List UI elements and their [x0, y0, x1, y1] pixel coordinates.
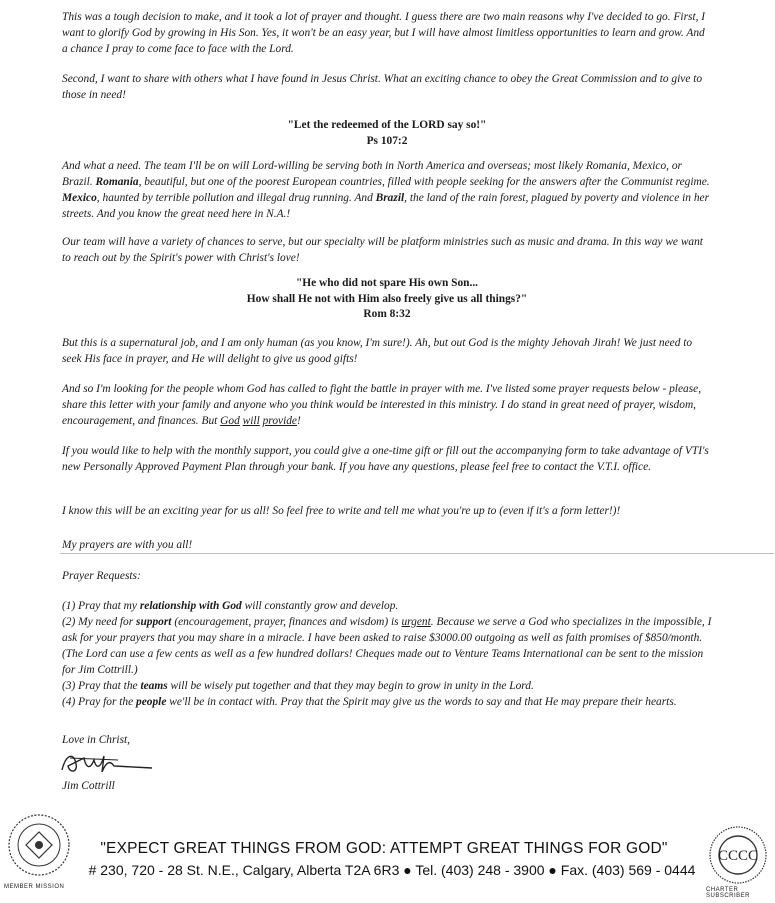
request-4-bold: people	[136, 696, 167, 708]
request-1-bold: relationship with God	[139, 600, 242, 612]
verse-romans-line1: "He who did not spare His own Son...	[295, 277, 479, 289]
paragraph-great-commission: Second, I want to share with others what I have found in Jesus Christ. What an exciting chance to obey the Great Commission and to give to those in need!	[62, 73, 703, 101]
paragraph-need	[62, 158, 712, 222]
request-4	[62, 694, 712, 710]
verse-psalm-text: "Let the redeemed of the LORD say so!"	[287, 119, 487, 131]
signer-name: Jim Cottrill	[62, 780, 115, 792]
paragraph-support: If you would like to help with the monthly support, you could give a one-time gift or fill out the accompanying form to take advantage of VTI's new Personally Approved Payment Plan through your bank. If you have any questions, please feel free to contact the V.T.I. office.	[62, 445, 709, 473]
verse-psalm-ref: Ps 107:2	[366, 134, 408, 147]
paragraph-need-part: And what a need. The team I'll be on will Lord-willing be serving both in North America and overseas; most likely Romania, Mexico, or Brazil.	[62, 160, 682, 188]
prayer-requests-heading: Prayer Requests:	[62, 570, 141, 582]
footer-motto: "EXPECT GREAT THINGS FROM GOD: ATTEMPT GREAT THINGS FOR GOD"	[100, 840, 668, 857]
verse-romans-ref: Rom 8:32	[363, 308, 411, 320]
request-3	[62, 678, 712, 694]
paragraph-supernatural: But this is a supernatural job, and I am only human (as you know, I'm sure!). Ah, but out God is the mighty Jehovah Jirah! We just need to seek His face in prayer, and He will delight to give us good gifts!	[62, 337, 693, 365]
request-4-part: (4) Pray for the	[62, 696, 137, 708]
paragraph-team: Our team will have a variety of chances to serve, but our specialty will be platform ministries such as music and drama. In this way we want to reach out by the Spirit's power with Christ's love!	[62, 236, 703, 264]
paragraph-need-part: , haunted by terrible pollution and illegal drug running. And	[96, 192, 376, 204]
paragraph-prayers-with-you: My prayers are with you all!	[62, 539, 193, 551]
request-2-part: (encouragement, prayer, finances and wisdom) is	[171, 616, 402, 628]
paragraph-need-part: , the land of the rain forest, plagued by poverty and violence in her streets. And you know the great need here in N.A.!	[62, 192, 709, 220]
verse-psalm	[62, 118, 712, 149]
paragraph-exciting-year: I know this will be an exciting year for us all! So feel free to write and tell me what you're up to (even if it's a form letter!)!	[62, 505, 621, 517]
request-2	[62, 614, 712, 678]
paragraph-prayer-call-part: And so I'm looking for the people whom God has called to fight the battle in prayer with me. I've listed some prayer requests below - please, share this letter with your family and anyone who you think would be interested in this ministry. I do stand in great need of prayer, wisdom, encouragement, and finances. But	[62, 383, 702, 427]
request-2-part: . Because we serve a God who specializes in the impossible, I ask for your prayers that you may share in a miracle. I have been asked to raise $3000.00 outgoing as well as faith promises of $850/month. (The Lord can use a few cents as well as a few hundred dollars! Cheques made out to Venture Teams International can be sent to the mission for Jim Cottrill.)	[62, 616, 712, 676]
underlined-provide: provide	[262, 415, 297, 427]
underlined-god: God	[220, 415, 240, 427]
cccc-seal-caption: CHARTER SUBSCRIBER	[706, 887, 751, 899]
divider-line	[60, 553, 774, 554]
request-2-part: (2) My need for	[62, 616, 137, 628]
request-1-part: (1) Pray that my	[62, 600, 140, 612]
request-4-part: we'll be in contact with. Pray that the Spirit may give us the words to say and that He may prepare their hearts.	[166, 696, 677, 708]
verse-romans-line2: How shall He not with Him also freely give us all things?"	[246, 292, 528, 305]
request-3-bold: teams	[140, 680, 168, 692]
country-romania: Romania	[95, 176, 139, 188]
request-3-part: will be wisely put together and that they may begin to grow in unity in the Lord.	[167, 680, 534, 692]
country-brazil: Brazil	[375, 192, 405, 204]
member-mission-caption: MEMBER MISSION	[4, 884, 65, 890]
paragraph-decision: This was a tough decision to make, and it took a lot of prayer and thought. I guess there are two main reasons why I've decided to go. First, I want to glorify God by growing in His Son. Yes, it won't be an easy year, but I will have almost limitless opportunities to learn and grow. And a chance I pray to come face to face with the Lord.	[62, 11, 706, 55]
closing-salutation: Love in Christ,	[62, 734, 131, 746]
paragraph-prayer-call-end: !	[296, 415, 301, 427]
request-2-bold: support	[136, 616, 172, 628]
underlined-will: will	[242, 415, 260, 427]
signature-image	[56, 748, 156, 778]
cccc-seal-icon	[705, 824, 771, 886]
country-mexico: Mexico	[62, 192, 97, 204]
cccc-seal-text: CCCC	[717, 848, 759, 864]
paragraph-need-part: , beautiful, but one of the poorest European countries, filled with people seeking for the answers after the Communist regime.	[138, 176, 710, 188]
footer-address: # 230, 720 - 28 St. N.E., Calgary, Alberta T2A 6R3 ● Tel. (403) 248 - 3900 ● Fax. (403) 569 - 0444	[88, 862, 696, 878]
prayer-requests-list	[62, 598, 712, 710]
request-1	[62, 598, 712, 614]
verse-romans	[62, 276, 712, 323]
paragraph-prayer-call	[62, 381, 712, 429]
request-1-part: will constantly grow and develop.	[241, 600, 399, 612]
request-2-urgent: urgent	[401, 616, 431, 628]
request-3-part: (3) Pray that the	[62, 680, 141, 692]
member-mission-seal-icon	[6, 812, 72, 878]
